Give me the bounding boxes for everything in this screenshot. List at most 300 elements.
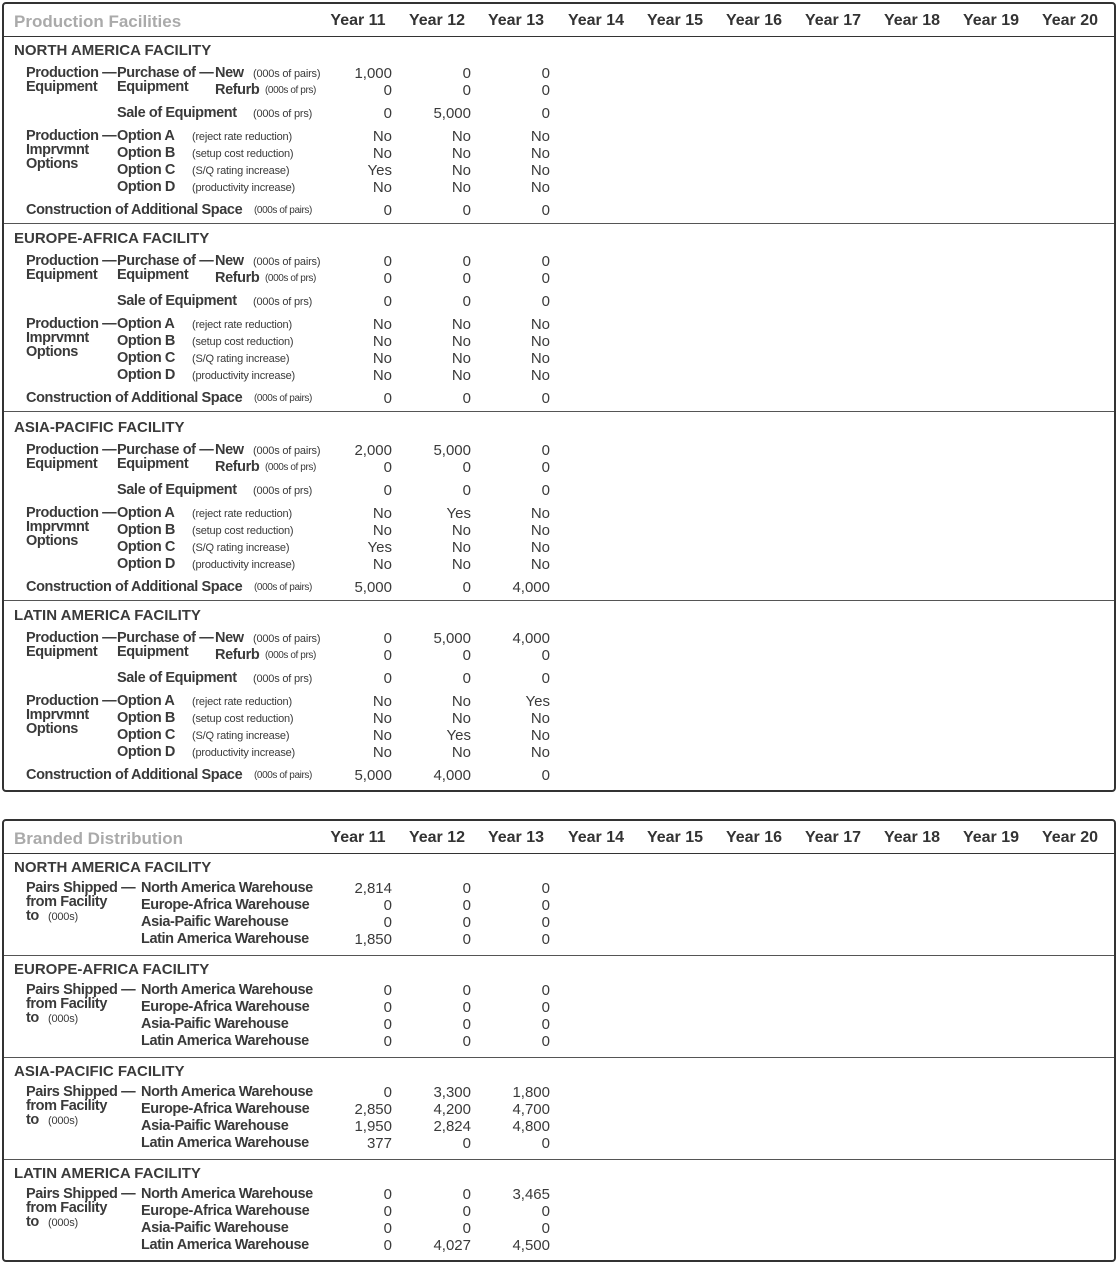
value-cell: No — [451, 367, 471, 385]
refurb-label: Refurb — [215, 82, 260, 98]
value-cell: 3,300 — [433, 1084, 471, 1101]
warehouse-label: North America Warehouse — [141, 982, 313, 998]
facility-name: LATIN AMERICA FACILITY — [14, 1165, 201, 1182]
value-cell: No — [372, 555, 392, 573]
facility-name: EUROPE-AFRICA FACILITY — [14, 230, 210, 248]
value-cell: 2,000 — [354, 441, 392, 459]
option-c-description: (S/Q rating increase) — [192, 165, 290, 177]
value-cell: 0 — [462, 999, 471, 1016]
improvement-options-label: Imprvmnt — [26, 142, 89, 158]
refurb-label: Refurb — [215, 458, 260, 475]
value-cell: 0 — [383, 270, 392, 288]
construction-unit: (000s of pairs) — [254, 581, 312, 593]
option-c-label: Option C — [117, 350, 176, 367]
purchase-label: Equipment — [117, 455, 189, 472]
year-header: Year 16 — [725, 829, 783, 846]
value-cell: No — [530, 350, 550, 368]
refurb-unit: (000s of prs) — [265, 461, 316, 473]
sale-unit: (000s of prs) — [253, 672, 313, 685]
value-cell: No — [372, 709, 392, 727]
option-b-description: (setup cost reduction) — [192, 524, 294, 537]
value-cell: 0 — [383, 1186, 392, 1203]
section-divider — [4, 1159, 1114, 1160]
value-cell: No — [451, 743, 471, 761]
production-equipment-label: Equipment — [26, 267, 98, 284]
pairs-shipped-unit: (000s) — [48, 911, 78, 923]
value-cell: No — [372, 692, 392, 710]
value-cell: No — [451, 555, 471, 573]
purchase-label: Purchase of — — [117, 253, 214, 270]
value-cell: 0 — [541, 105, 550, 122]
value-cell: No — [530, 726, 550, 744]
production-equipment-label: Equipment — [26, 455, 98, 472]
value-cell: No — [451, 709, 471, 727]
value-cell: 0 — [541, 441, 550, 459]
branded-distribution-panel — [2, 819, 1116, 1262]
value-cell: 0 — [462, 458, 471, 476]
value-cell: 0 — [462, 270, 471, 288]
sale-unit: (000s of prs) — [253, 296, 313, 309]
value-cell: No — [372, 504, 392, 522]
sale-unit: (000s of prs) — [253, 484, 313, 497]
value-cell: 0 — [462, 1033, 471, 1050]
value-cell: 0 — [383, 1033, 392, 1050]
new-label: New — [215, 253, 244, 270]
year-header: Year 17 — [804, 829, 862, 846]
value-cell: No — [530, 367, 550, 385]
value-cell: No — [372, 333, 392, 351]
warehouse-label: North America Warehouse — [141, 1186, 313, 1202]
year-header: Year 18 — [883, 12, 941, 29]
value-cell: 0 — [462, 293, 471, 311]
warehouse-label: Europe-Africa Warehouse — [141, 1101, 310, 1117]
improvement-options-label: Production — — [26, 316, 117, 333]
option-c-label: Option C — [117, 538, 176, 555]
purchase-label: Purchase of — — [117, 65, 214, 81]
value-cell: 0 — [462, 1203, 471, 1220]
year-header: Year 11 — [330, 12, 386, 29]
value-cell: 1,000 — [354, 65, 392, 82]
value-cell: No — [530, 333, 550, 351]
refurb-label: Refurb — [215, 646, 260, 663]
option-a-label: Option A — [117, 128, 175, 144]
value-cell: 0 — [383, 1237, 392, 1254]
year-header: Year 15 — [646, 829, 704, 846]
option-b-description: (setup cost reduction) — [192, 712, 294, 725]
option-a-description: (reject rate reduction) — [192, 131, 292, 143]
value-cell: 0 — [383, 202, 392, 219]
value-cell: 0 — [383, 1016, 392, 1033]
value-cell: No — [372, 179, 392, 196]
sale-of-equipment-label: Sale of Equipment — [117, 105, 237, 121]
warehouse-label: Europe-Africa Warehouse — [141, 897, 310, 913]
option-d-description: (productivity increase) — [192, 370, 295, 383]
value-cell: No — [451, 162, 471, 179]
section-divider — [4, 1057, 1114, 1058]
header-divider — [4, 853, 1114, 854]
new-unit: (000s of pairs) — [253, 68, 321, 80]
value-cell: Yes — [525, 692, 550, 710]
construction-unit: (000s of pairs) — [254, 769, 312, 781]
sale-of-equipment-label: Sale of Equipment — [117, 669, 237, 686]
value-cell: 377 — [366, 1135, 392, 1152]
option-d-description: (productivity increase) — [192, 558, 295, 571]
value-cell: 1,950 — [354, 1118, 392, 1135]
warehouse-label: Latin America Warehouse — [141, 1237, 309, 1253]
option-b-label: Option B — [117, 333, 176, 350]
value-cell: 0 — [383, 458, 392, 476]
value-cell: 5,000 — [433, 629, 471, 647]
production-facilities-panel — [2, 2, 1116, 792]
purchase-label: Purchase of — — [117, 441, 214, 458]
year-header: Year 12 — [408, 829, 466, 846]
value-cell: 0 — [383, 982, 392, 999]
option-c-description: (S/Q rating increase) — [192, 353, 290, 366]
improvement-options-label: Options — [26, 344, 78, 361]
facility-name: LATIN AMERICA FACILITY — [14, 606, 201, 624]
value-cell: 0 — [541, 880, 550, 897]
value-cell: 0 — [541, 999, 550, 1016]
value-cell: 0 — [541, 293, 550, 311]
value-cell: 0 — [462, 82, 471, 99]
production-equipment-label: Production — — [26, 629, 117, 646]
option-a-description: (reject rate reduction) — [192, 507, 292, 520]
value-cell: 0 — [462, 390, 471, 408]
pairs-shipped-label: Pairs Shipped — — [26, 1186, 136, 1202]
pairs-shipped-unit: (000s) — [48, 1115, 78, 1127]
option-d-label: Option D — [117, 743, 176, 760]
value-cell: No — [530, 162, 550, 179]
new-label: New — [215, 65, 244, 81]
value-cell: No — [372, 316, 392, 334]
value-cell: No — [530, 555, 550, 573]
value-cell: 0 — [462, 1186, 471, 1203]
value-cell: No — [451, 179, 471, 196]
year-header: Year 18 — [883, 829, 941, 846]
pairs-shipped-label: from Facility — [26, 1200, 108, 1216]
value-cell: No — [530, 521, 550, 539]
production-equipment-label: Production — — [26, 441, 117, 458]
value-cell: 0 — [541, 390, 550, 408]
pairs-shipped-label: Pairs Shipped — — [26, 880, 136, 896]
value-cell: 0 — [383, 669, 392, 687]
value-cell: 0 — [383, 105, 392, 122]
value-cell: 4,000 — [512, 629, 550, 647]
value-cell: 0 — [541, 202, 550, 219]
warehouse-label: Latin America Warehouse — [141, 1135, 309, 1151]
value-cell: 0 — [541, 1220, 550, 1237]
value-cell: No — [372, 350, 392, 368]
value-cell: 0 — [383, 629, 392, 647]
value-cell: 3,465 — [512, 1186, 550, 1203]
value-cell: 0 — [462, 1135, 471, 1152]
sale-of-equipment-label: Sale of Equipment — [117, 293, 237, 310]
option-c-description: (S/Q rating increase) — [192, 541, 290, 554]
option-a-description: (reject rate reduction) — [192, 695, 292, 708]
purchase-label: Equipment — [117, 267, 189, 284]
production-equipment-label: Equipment — [26, 79, 98, 95]
year-header: Year 20 — [1041, 829, 1099, 846]
value-cell: 0 — [383, 1220, 392, 1237]
option-a-label: Option A — [117, 504, 175, 521]
construction-label: Construction of Additional Space — [26, 390, 243, 407]
pairs-shipped-unit: (000s) — [48, 1217, 78, 1229]
value-cell: 5,000 — [354, 766, 392, 784]
value-cell: 0 — [462, 897, 471, 914]
value-cell: 0 — [541, 65, 550, 82]
warehouse-label: Latin America Warehouse — [141, 1033, 309, 1049]
value-cell: No — [530, 709, 550, 727]
year-header: Year 17 — [804, 12, 862, 29]
production-equipment-label: Production — — [26, 65, 117, 81]
warehouse-label: Asia-Paific Warehouse — [141, 1118, 289, 1134]
value-cell: 0 — [541, 481, 550, 499]
pairs-shipped-label: from Facility — [26, 996, 108, 1012]
option-b-label: Option B — [117, 709, 176, 726]
value-cell: 0 — [541, 931, 550, 948]
value-cell: 0 — [462, 202, 471, 219]
new-unit: (000s of pairs) — [253, 256, 321, 269]
refurb-unit: (000s of prs) — [265, 649, 316, 661]
value-cell: 0 — [383, 999, 392, 1016]
facility-name: ASIA-PACIFIC FACILITY — [14, 418, 185, 436]
value-cell: 0 — [541, 1033, 550, 1050]
value-cell: 0 — [462, 646, 471, 664]
improvement-options-label: Production — — [26, 692, 117, 709]
warehouse-label: North America Warehouse — [141, 880, 313, 896]
value-cell: 4,700 — [512, 1101, 550, 1118]
value-cell: 0 — [541, 270, 550, 288]
value-cell: 0 — [383, 646, 392, 664]
option-d-label: Option D — [117, 367, 176, 384]
value-cell: 4,000 — [512, 578, 550, 596]
option-a-label: Option A — [117, 316, 175, 333]
production-facilities-title: Production Facilities — [14, 12, 182, 31]
value-cell: 0 — [541, 914, 550, 931]
option-b-description: (setup cost reduction) — [192, 336, 294, 349]
value-cell: Yes — [446, 726, 471, 744]
value-cell: 0 — [541, 1203, 550, 1220]
year-header: Year 20 — [1041, 12, 1099, 29]
year-header: Year 11 — [330, 829, 386, 846]
value-cell: 0 — [541, 897, 550, 914]
value-cell: Yes — [446, 504, 471, 522]
value-cell: No — [451, 145, 471, 162]
value-cell: 2,824 — [433, 1118, 471, 1135]
option-d-label: Option D — [117, 555, 176, 572]
value-cell: No — [530, 316, 550, 334]
year-header: Year 16 — [725, 12, 783, 29]
warehouse-label: Asia-Paific Warehouse — [141, 914, 289, 930]
facility-name: EUROPE-AFRICA FACILITY — [14, 961, 210, 978]
value-cell: No — [451, 538, 471, 556]
value-cell: 0 — [383, 481, 392, 499]
value-cell: 0 — [383, 897, 392, 914]
value-cell: 5,000 — [433, 105, 471, 122]
value-cell: 0 — [462, 982, 471, 999]
value-cell: 0 — [541, 646, 550, 664]
value-cell: Yes — [367, 162, 392, 179]
value-cell: 0 — [462, 1016, 471, 1033]
header-divider — [4, 36, 1114, 37]
value-cell: 1,800 — [512, 1084, 550, 1101]
value-cell: 1,850 — [354, 931, 392, 948]
option-d-description: (productivity increase) — [192, 746, 295, 759]
value-cell: 0 — [383, 293, 392, 311]
value-cell: 2,850 — [354, 1101, 392, 1118]
value-cell: No — [372, 726, 392, 744]
improvement-options-label: Imprvmnt — [26, 330, 89, 347]
value-cell: No — [372, 743, 392, 761]
refurb-unit: (000s of prs) — [265, 273, 316, 285]
value-cell: No — [372, 128, 392, 145]
warehouse-label: Asia-Paific Warehouse — [141, 1220, 289, 1236]
value-cell: 0 — [541, 1135, 550, 1152]
branded-distribution-title: Branded Distribution — [14, 829, 184, 848]
value-cell: 0 — [383, 253, 392, 271]
value-cell: 0 — [462, 880, 471, 897]
value-cell: 0 — [462, 578, 471, 596]
section-divider — [4, 600, 1114, 601]
value-cell: 0 — [541, 458, 550, 476]
option-b-label: Option B — [117, 145, 176, 161]
value-cell: No — [530, 538, 550, 556]
value-cell: No — [530, 179, 550, 196]
value-cell: No — [451, 316, 471, 334]
value-cell: 4,800 — [512, 1118, 550, 1135]
year-header: Year 14 — [567, 829, 625, 846]
construction-unit: (000s of pairs) — [254, 205, 312, 216]
option-c-label: Option C — [117, 726, 176, 743]
value-cell: 4,200 — [433, 1101, 471, 1118]
value-cell: 0 — [541, 982, 550, 999]
value-cell: No — [372, 145, 392, 162]
new-label: New — [215, 441, 244, 458]
construction-label: Construction of Additional Space — [26, 578, 243, 595]
value-cell: 0 — [462, 253, 471, 271]
facility-name: ASIA-PACIFIC FACILITY — [14, 1063, 185, 1080]
section-divider — [4, 223, 1114, 224]
improvement-options-label: Production — — [26, 504, 117, 521]
year-header: Year 14 — [567, 12, 625, 29]
section-divider — [4, 955, 1114, 956]
value-cell: 4,027 — [433, 1237, 471, 1254]
section-divider — [4, 411, 1114, 412]
facility-name: NORTH AMERICA FACILITY — [14, 42, 212, 59]
value-cell: 0 — [541, 82, 550, 99]
pairs-shipped-label: from Facility — [26, 894, 108, 910]
option-d-label: Option D — [117, 179, 176, 195]
improvement-options-label: Options — [26, 156, 78, 172]
value-cell: 5,000 — [433, 441, 471, 459]
value-cell: 0 — [541, 669, 550, 687]
option-b-label: Option B — [117, 521, 176, 538]
refurb-label: Refurb — [215, 270, 260, 287]
warehouse-label: Europe-Africa Warehouse — [141, 1203, 310, 1219]
improvement-options-label: Options — [26, 720, 78, 737]
purchase-label: Purchase of — — [117, 629, 214, 646]
year-header: Year 12 — [408, 12, 466, 29]
value-cell: No — [530, 128, 550, 145]
pairs-shipped-label: to — [26, 1010, 39, 1026]
value-cell: 0 — [462, 1220, 471, 1237]
production-equipment-label: Production — — [26, 253, 117, 270]
warehouse-label: North America Warehouse — [141, 1084, 313, 1100]
value-cell: 0 — [462, 669, 471, 687]
value-cell: 0 — [462, 914, 471, 931]
production-equipment-label: Equipment — [26, 643, 98, 660]
improvement-options-label: Production — — [26, 128, 117, 144]
sale-unit: (000s of prs) — [253, 108, 313, 120]
purchase-label: Equipment — [117, 79, 189, 95]
new-unit: (000s of pairs) — [253, 444, 321, 457]
pairs-shipped-label: Pairs Shipped — — [26, 1084, 136, 1100]
warehouse-label: Europe-Africa Warehouse — [141, 999, 310, 1015]
value-cell: No — [451, 333, 471, 351]
value-cell: No — [451, 692, 471, 710]
option-d-description: (productivity increase) — [192, 182, 295, 194]
improvement-options-label: Options — [26, 532, 78, 549]
value-cell: 4,000 — [433, 766, 471, 784]
option-a-description: (reject rate reduction) — [192, 319, 292, 332]
improvement-options-label: Imprvmnt — [26, 518, 89, 535]
pairs-shipped-label: to — [26, 1112, 39, 1128]
facility-name: NORTH AMERICA FACILITY — [14, 859, 212, 876]
option-c-description: (S/Q rating increase) — [192, 729, 290, 742]
value-cell: No — [530, 145, 550, 162]
value-cell: No — [530, 743, 550, 761]
new-unit: (000s of pairs) — [253, 632, 321, 645]
value-cell: 0 — [462, 65, 471, 82]
value-cell: 0 — [541, 766, 550, 784]
pairs-shipped-label: from Facility — [26, 1098, 108, 1114]
pairs-shipped-unit: (000s) — [48, 1013, 78, 1025]
value-cell: 0 — [541, 1016, 550, 1033]
sale-of-equipment-label: Sale of Equipment — [117, 481, 237, 498]
option-b-description: (setup cost reduction) — [192, 148, 294, 160]
value-cell: No — [451, 521, 471, 539]
value-cell: 0 — [462, 481, 471, 499]
warehouse-label: Latin America Warehouse — [141, 931, 309, 947]
year-header: Year 19 — [962, 829, 1020, 846]
pairs-shipped-label: to — [26, 908, 39, 924]
construction-unit: (000s of pairs) — [254, 393, 312, 405]
construction-label: Construction of Additional Space — [26, 766, 243, 783]
value-cell: 0 — [383, 1203, 392, 1220]
option-c-label: Option C — [117, 162, 176, 178]
year-header: Year 15 — [646, 12, 704, 29]
value-cell: No — [451, 128, 471, 145]
value-cell: No — [372, 367, 392, 385]
pairs-shipped-label: to — [26, 1214, 39, 1230]
improvement-options-label: Imprvmnt — [26, 706, 89, 723]
value-cell: 0 — [383, 82, 392, 99]
refurb-unit: (000s of prs) — [265, 85, 316, 96]
value-cell: 5,000 — [354, 578, 392, 596]
value-cell: 2,814 — [354, 880, 392, 897]
new-label: New — [215, 629, 244, 646]
construction-label: Construction of Additional Space — [26, 202, 243, 218]
value-cell: 0 — [462, 931, 471, 948]
option-a-label: Option A — [117, 692, 175, 709]
pairs-shipped-label: Pairs Shipped — — [26, 982, 136, 998]
value-cell: 4,500 — [512, 1237, 550, 1254]
value-cell: 0 — [383, 914, 392, 931]
value-cell: 0 — [541, 253, 550, 271]
value-cell: No — [451, 350, 471, 368]
value-cell: No — [530, 504, 550, 522]
value-cell: 0 — [383, 1084, 392, 1101]
